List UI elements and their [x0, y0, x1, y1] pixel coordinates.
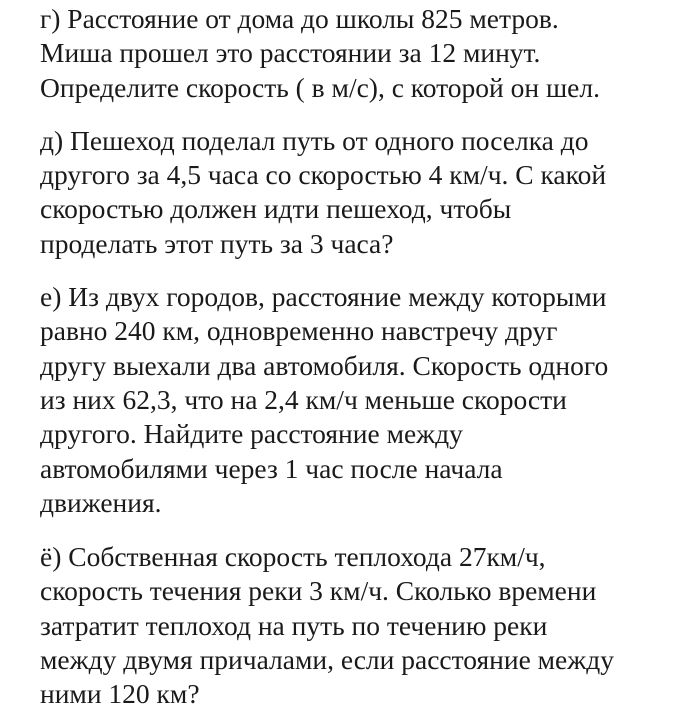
text-line: другу выехали два автомобиля. Скорость одного	[40, 349, 609, 381]
text-line: движения.	[40, 486, 162, 518]
problem-e	[40, 280, 690, 520]
text-line: е) Из двух городов, расстояние между которыми	[40, 281, 607, 313]
text-line: равно 240 км, одновременно навстречу друг	[40, 315, 558, 347]
text-line: Определите скорость ( в м/с), с которой он шел.	[40, 71, 600, 103]
text-line: д) Пешеход поделал путь от одного поселка до	[40, 124, 589, 156]
text-line: ё) Собственная скорость теплохода 27км/ч,	[40, 541, 546, 573]
problem-g	[40, 2, 690, 105]
problem-yo	[40, 540, 690, 711]
text-line: между двумя причалами, если расстояние между	[40, 644, 615, 676]
text-line: другого. Найдите расстояние между	[40, 418, 463, 450]
text-line: из них 62,3, что на 2,4 км/ч меньше скорости	[40, 383, 567, 415]
text-line: проделать этот путь за 3 часа?	[40, 227, 394, 259]
text-line: г) Расстояние от дома до школы 825 метров.	[40, 3, 559, 34]
text-line: другого за 4,5 часа со скоростью 4 км/ч. С какой	[40, 159, 607, 191]
document-body	[40, 2, 690, 712]
problem-d	[40, 124, 690, 261]
text-line: скоростью должен идти пешеход, чтобы	[40, 193, 512, 225]
text-line: Миша прошел это расстоянии за 12 минут.	[40, 37, 541, 69]
text-line: автомобилями через 1 час после начала	[40, 452, 503, 484]
text-line: ними 120 км?	[40, 678, 200, 710]
text-line: затратит теплоход на путь по течению реки	[40, 609, 548, 641]
text-line: скорость течения реки 3 км/ч. Сколько времени	[40, 575, 597, 607]
